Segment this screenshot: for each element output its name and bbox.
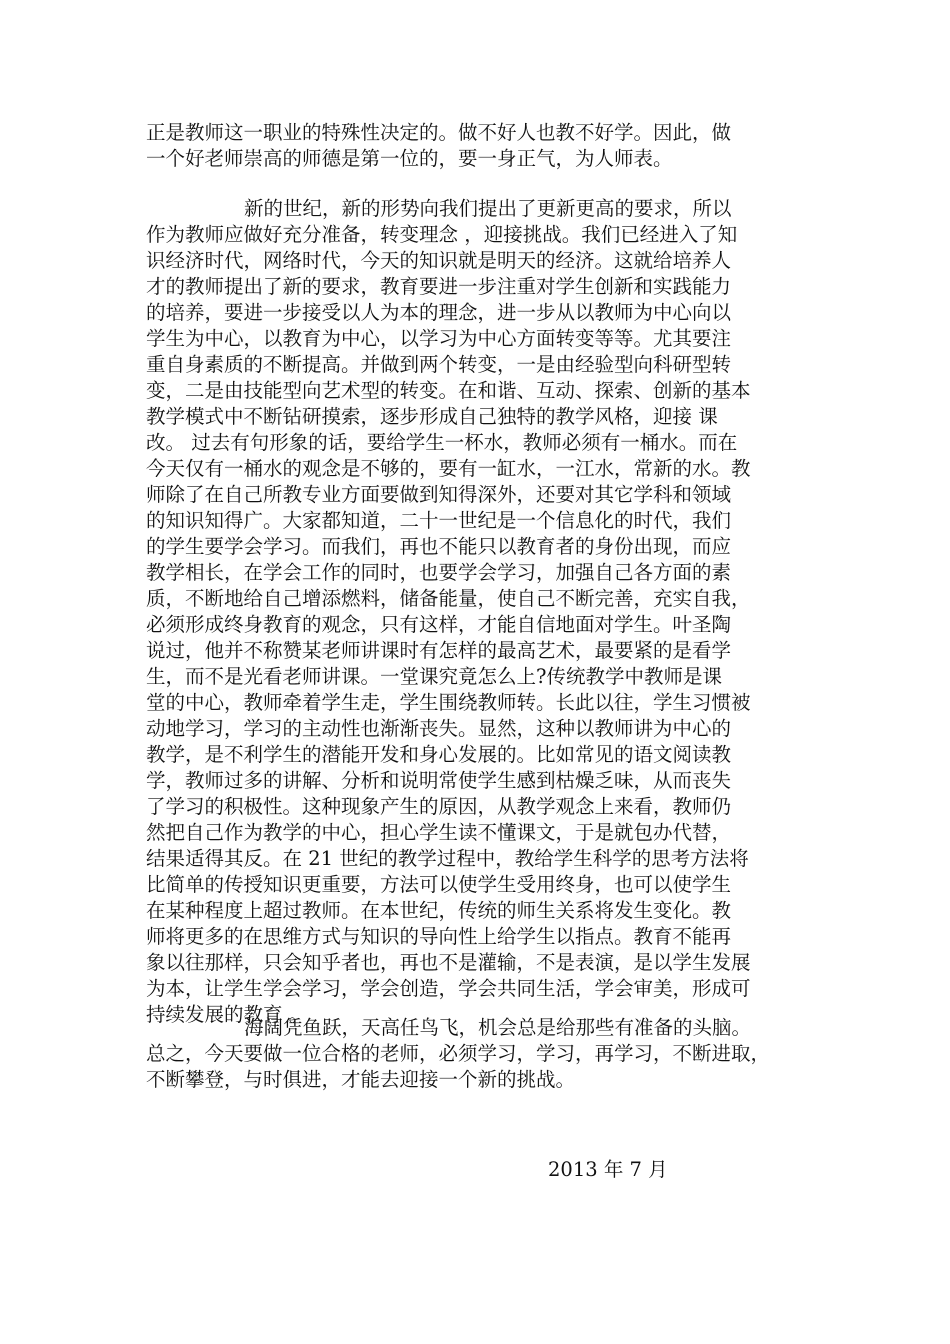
text-line: 象以往那样，只会知乎者也，再也不是灌输，不是表演，是以学生发展 [146,951,751,974]
text-line: 学生为中心，以教育为中心，以学习为中心方面转变等等。尤其要注 [146,327,732,350]
text-line: 重自身素质的不断提高。并做到两个转变，一是由经验型向科研型转 [146,353,732,376]
text-line: 不断攀登，与时俱进，才能去迎接一个新的挑战。 [146,1068,576,1091]
text-line: 才的教师提出了新的要求，教育要进一步注重对学生创新和实践能力 [146,275,732,298]
text-line: 改。 过去有句形象的话，要给学生一杯水，教师必须有一桶水。而在 [146,431,738,454]
text-line: 师除了在自己所教专业方面要做到知得深外，还要对其它学科和领域 [146,483,732,506]
text-line: 学，教师过多的讲解、分析和说明常使学生感到枯燥乏味，从而丧失 [146,769,732,792]
text-line: 在某种程度上超过教师。在本世纪，传统的师生关系将发生变化。教 [146,899,732,922]
paragraph-3 [146,1015,806,1093]
date-line: 2013 年 7 月 [548,1158,668,1181]
text-line: 正是教师这一职业的特殊性决定的。做不好人也教不好学。因此，做 [146,121,732,144]
text-line: 作为教师应做好充分准备，转变理念 ，迎接挑战。我们已经进入了知 [146,223,738,246]
text-line: 的学生要学会学习。而我们，再也不能只以教育者的身份出现，而应 [146,535,732,558]
text-line: 教学，是不利学生的潜能开发和身心发展的。比如常见的语文阅读教 [146,743,732,766]
text-line: 质，不断地给自己增添燃料，储备能量，使自己不断完善，充实自我， [146,587,751,610]
text-line: 的培养，要进一步接受以人为本的理念，进一步从以教师为中心向以 [146,301,732,324]
text-line: 了学习的积极性。这种现象产生的原因，从教学观念上来看，教师仍 [146,795,732,818]
paragraph-2 [146,196,806,1028]
text-line: 必须形成终身教育的观念，只有这样，才能自信地面对学生。叶圣陶 [146,613,732,636]
text-line: 变，二是由技能型向艺术型的转变。在和谐、互动、探索、创新的基本 [146,379,751,402]
paragraph-1 [146,120,806,172]
text-line: 海阔凭鱼跃，天高任鸟飞，机会总是给那些有准备的头脑。 [244,1016,752,1039]
text-line: 一个好老师崇高的师德是第一位的，要一身正气，为人师表。 [146,147,673,170]
text-line: 总之，今天要做一位合格的老师，必须学习，学习，再学习，不断进取， [146,1042,771,1065]
text-line: 识经济时代，网络时代，今天的知识就是明天的经济。这就给培养人 [146,249,732,272]
text-line: 堂的中心，教师牵着学生走，学生围绕教师转。长此以往，学生习惯被 [146,691,751,714]
text-line: 结果适得其反。在 21 世纪的教学过程中，教给学生科学的思考方法将 [146,847,749,870]
text-line: 比简单的传授知识更重要，方法可以使学生受用终身，也可以使学生 [146,873,732,896]
text-line: 为本，让学生学会学习，学会创造，学会共同生活，学会审美，形成可 [146,977,751,1000]
text-line: 教学相长，在学会工作的同时，也要学会学习，加强自己各方面的素 [146,561,732,584]
text-line: 的知识知得广。大家都知道，二十一世纪是一个信息化的时代，我们 [146,509,732,532]
text-line: 生，而不是光看老师讲课。一堂课究竟怎么上?传统教学中教师是课 [146,665,722,688]
text-line: 今天仅有一桶水的观念是不够的，要有一缸水，一江水，常新的水。教 [146,457,751,480]
text-line: 然把自己作为教学的中心，担心学生读不懂课文，于是就包办代替， [146,821,732,844]
text-line: 师将更多的在思维方式与知识的导向性上给学生以指点。教育不能再 [146,925,732,948]
text-line: 持续发展的教育 。 [146,1003,309,1026]
text-line: 动地学习，学习的主动性也渐渐丧失。显然，这种以教师讲为中心的 [146,717,732,740]
text-line: 新的世纪，新的形势向我们提出了更新更高的要求，所以 [244,197,732,220]
text-line: 说过，他并不称赞某老师讲课时有怎样的最高艺术，最要紧的是看学 [146,639,732,662]
text-line: 教学模式中不断钻研摸索，逐步形成自己独特的教学风格，迎接 课 [146,405,718,428]
